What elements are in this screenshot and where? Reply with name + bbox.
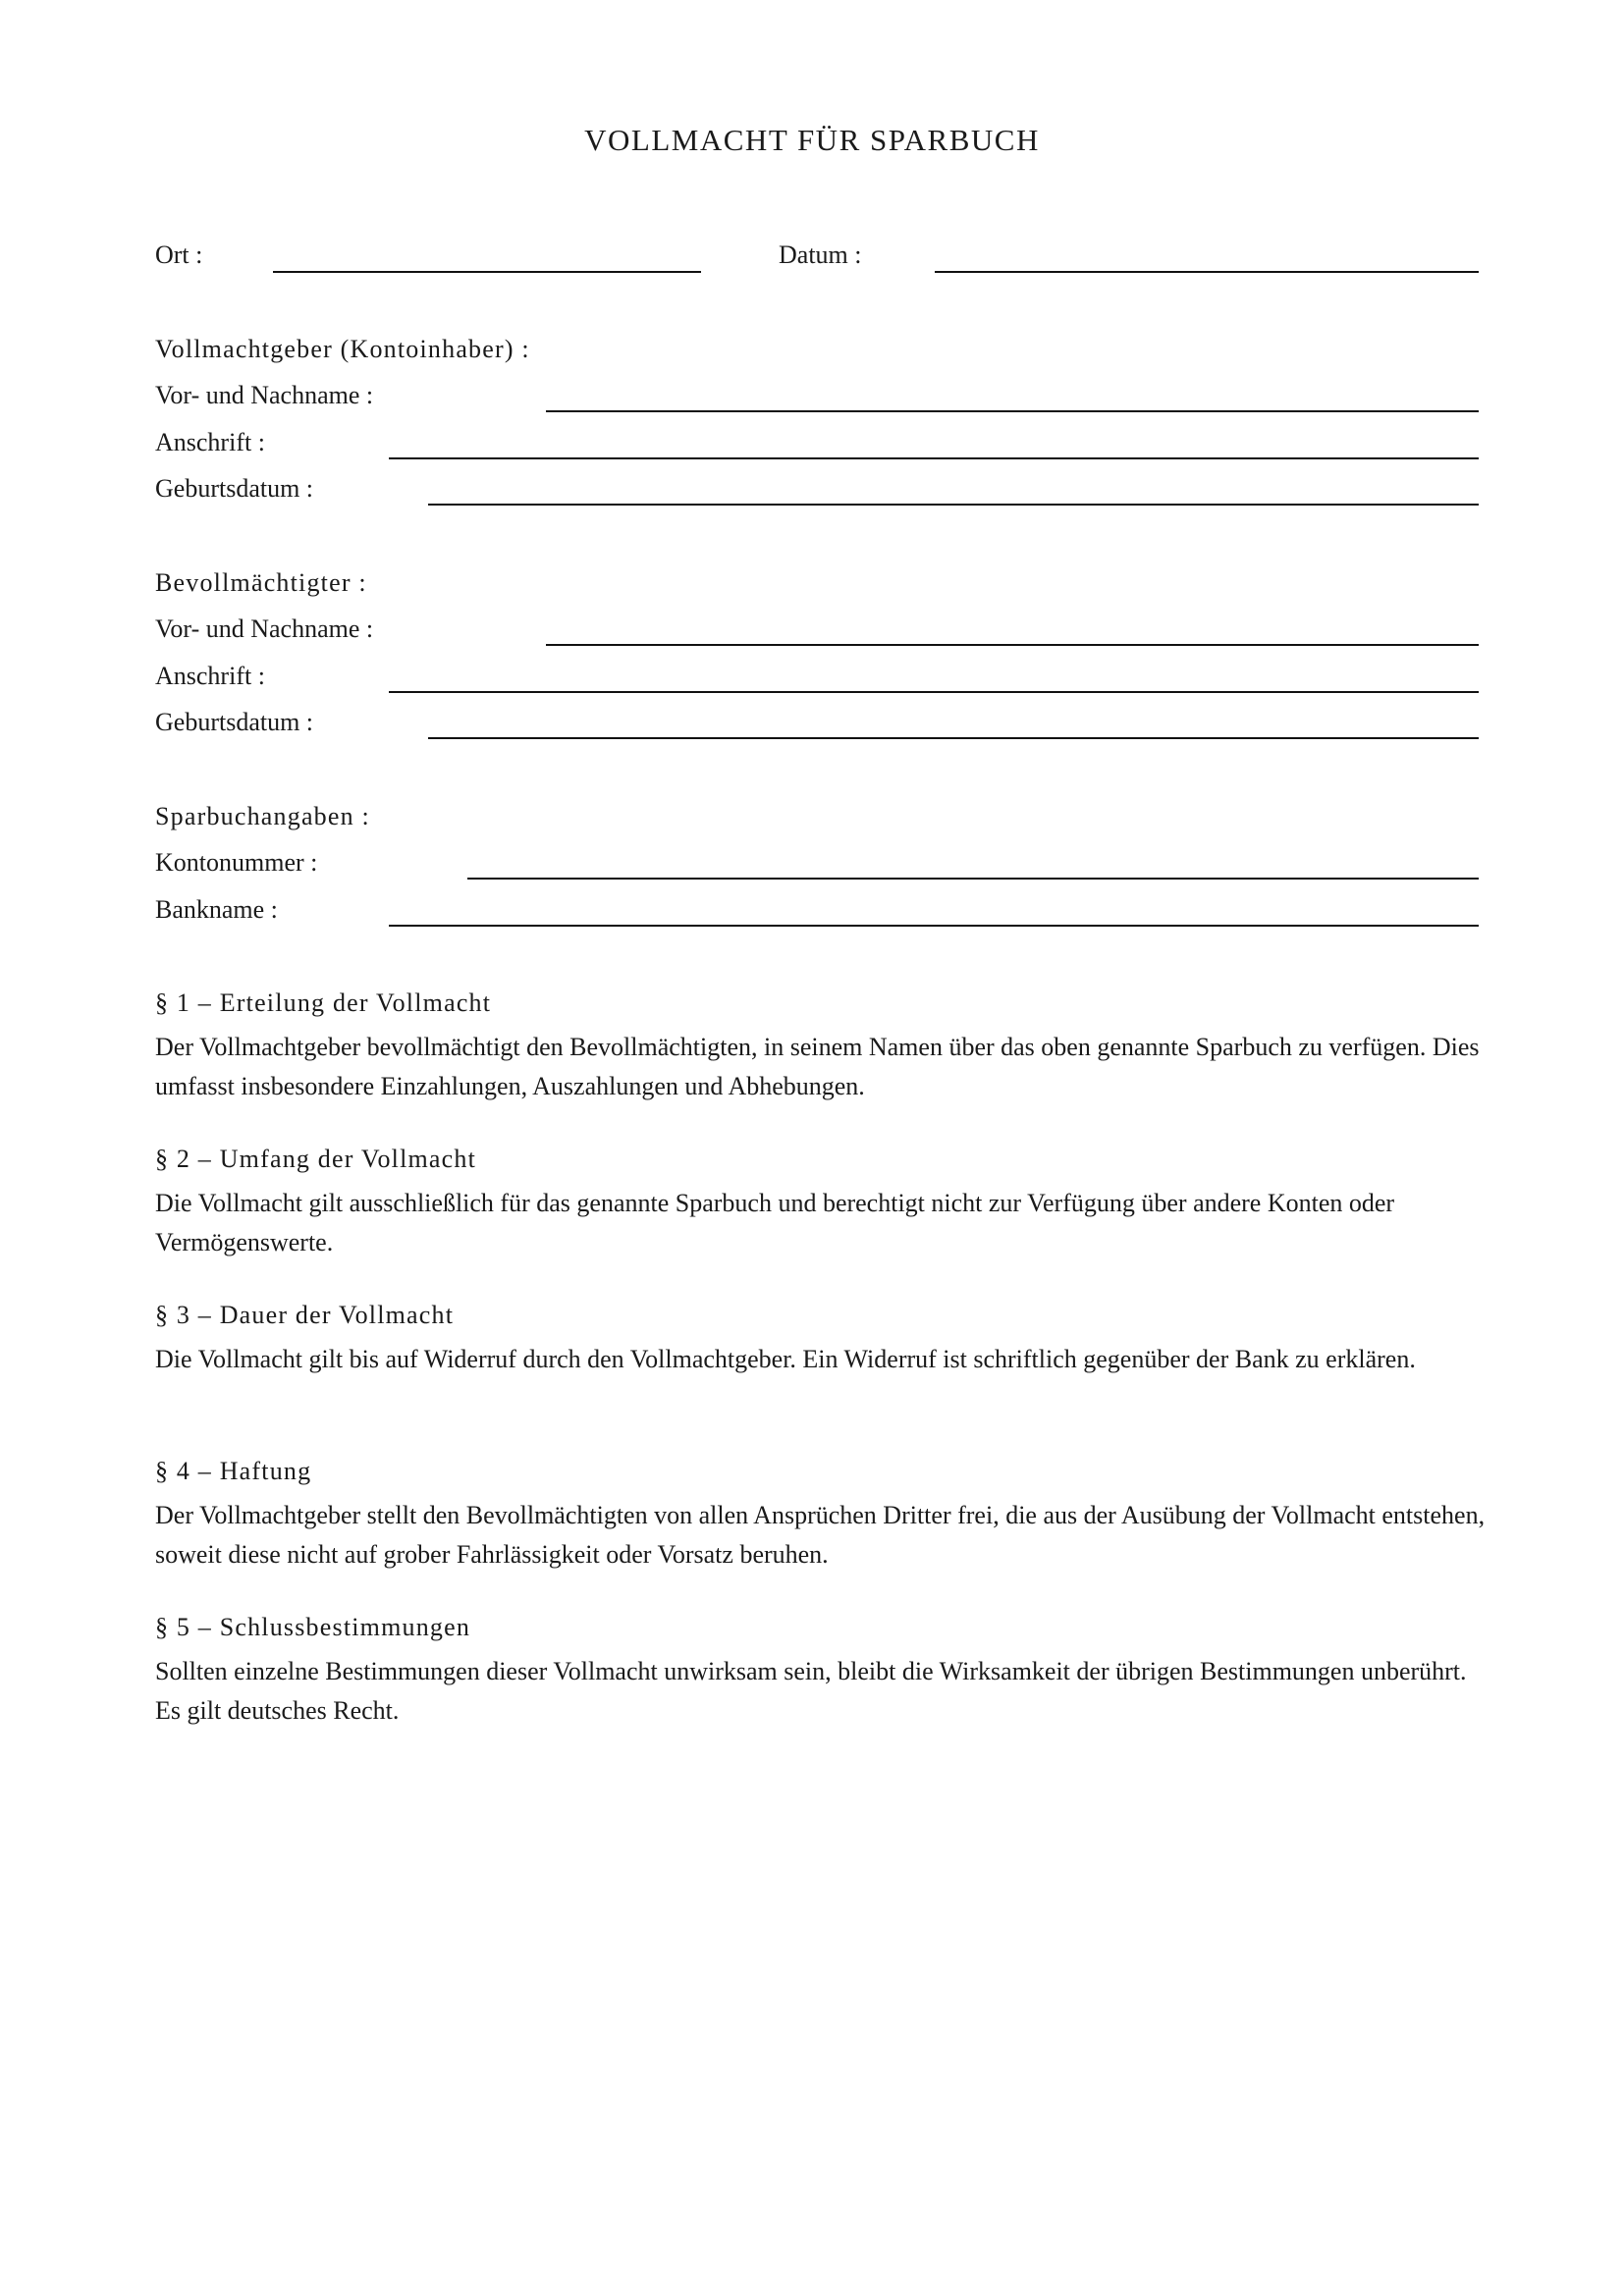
- section-5-heading: § 5 – Schlussbestimmungen: [155, 1613, 471, 1641]
- vollmachtgeber-heading: Vollmachtgeber (Kontoinhaber) :: [155, 335, 530, 363]
- vollmachtgeber-name-line[interactable]: [546, 410, 1479, 412]
- section-1: [155, 987, 1490, 1106]
- kontonummer-label: Kontonummer :: [155, 848, 318, 877]
- bevollmaechtigter-geburtsdatum-line[interactable]: [428, 737, 1479, 739]
- ort-label: Ort :: [155, 240, 203, 269]
- section-3: [155, 1299, 1490, 1379]
- section-2-text: Die Vollmacht gilt ausschließlich für das genannte Sparbuch und berechtigt nicht zur Verfügung über andere Konten oder Vermögenswerte.: [155, 1189, 1395, 1256]
- bevollmaechtigter-anschrift-label: Anschrift :: [155, 662, 265, 690]
- vollmachtgeber-name-label: Vor- und Nachname :: [155, 381, 374, 409]
- datum-label: Datum :: [779, 240, 862, 269]
- datum-field-line[interactable]: [935, 271, 1479, 273]
- sparbuch-heading: Sparbuchangaben :: [155, 802, 370, 830]
- bevollmaechtigter-name-label: Vor- und Nachname :: [155, 614, 374, 643]
- section-4: [155, 1455, 1490, 1575]
- section-3-heading: § 3 – Dauer der Vollmacht: [155, 1301, 455, 1329]
- vollmachtgeber-anschrift-line[interactable]: [389, 457, 1479, 459]
- section-5-text: Sollten einzelne Bestimmungen dieser Vollmacht unwirksam sein, bleibt die Wirksamkeit der übrigen Bestimmungen unberührt. Es gilt deutsches Recht.: [155, 1657, 1467, 1725]
- section-2-heading: § 2 – Umfang der Vollmacht: [155, 1145, 477, 1173]
- vollmachtgeber-geburtsdatum-label: Geburtsdatum :: [155, 474, 314, 503]
- vollmachtgeber-geburtsdatum-line[interactable]: [428, 504, 1479, 506]
- bevollmaechtigter-geburtsdatum-label: Geburtsdatum :: [155, 708, 314, 736]
- section-3-text: Die Vollmacht gilt bis auf Widerruf durch den Vollmachtgeber. Ein Widerruf ist schriftlich gegenüber der Bank zu erklären.: [155, 1345, 1416, 1373]
- ort-field-line[interactable]: [273, 271, 701, 273]
- section-4-text: Der Vollmachtgeber stellt den Bevollmächtigten von allen Ansprüchen Dritter frei, die aus der Ausübung der Vollmacht entstehen, soweit diese nicht auf grober Fahrlässigkeit oder Vorsatz beruhen.: [155, 1501, 1486, 1569]
- vollmachtgeber-anschrift-label: Anschrift :: [155, 428, 265, 456]
- section-5: [155, 1611, 1490, 1731]
- kontonummer-line[interactable]: [467, 878, 1479, 880]
- bevollmaechtigter-name-line[interactable]: [546, 644, 1479, 646]
- bevollmaechtigter-anschrift-line[interactable]: [389, 691, 1479, 693]
- section-1-heading: § 1 – Erteilung der Vollmacht: [155, 988, 492, 1017]
- bevollmaechtigter-heading: Bevollmächtigter :: [155, 568, 367, 597]
- section-4-heading: § 4 – Haftung: [155, 1457, 312, 1485]
- bankname-label: Bankname :: [155, 895, 278, 924]
- section-2: [155, 1143, 1490, 1262]
- document-title: VOLLMACHT FÜR SPARBUCH: [584, 123, 1040, 157]
- bankname-line[interactable]: [389, 925, 1479, 927]
- section-1-text: Der Vollmachtgeber bevollmächtigt den Bevollmächtigten, in seinem Namen über das oben genannte Sparbuch zu verfügen. Dies umfasst insbesondere Einzahlungen, Auszahlungen und Abhebungen.: [155, 1033, 1480, 1100]
